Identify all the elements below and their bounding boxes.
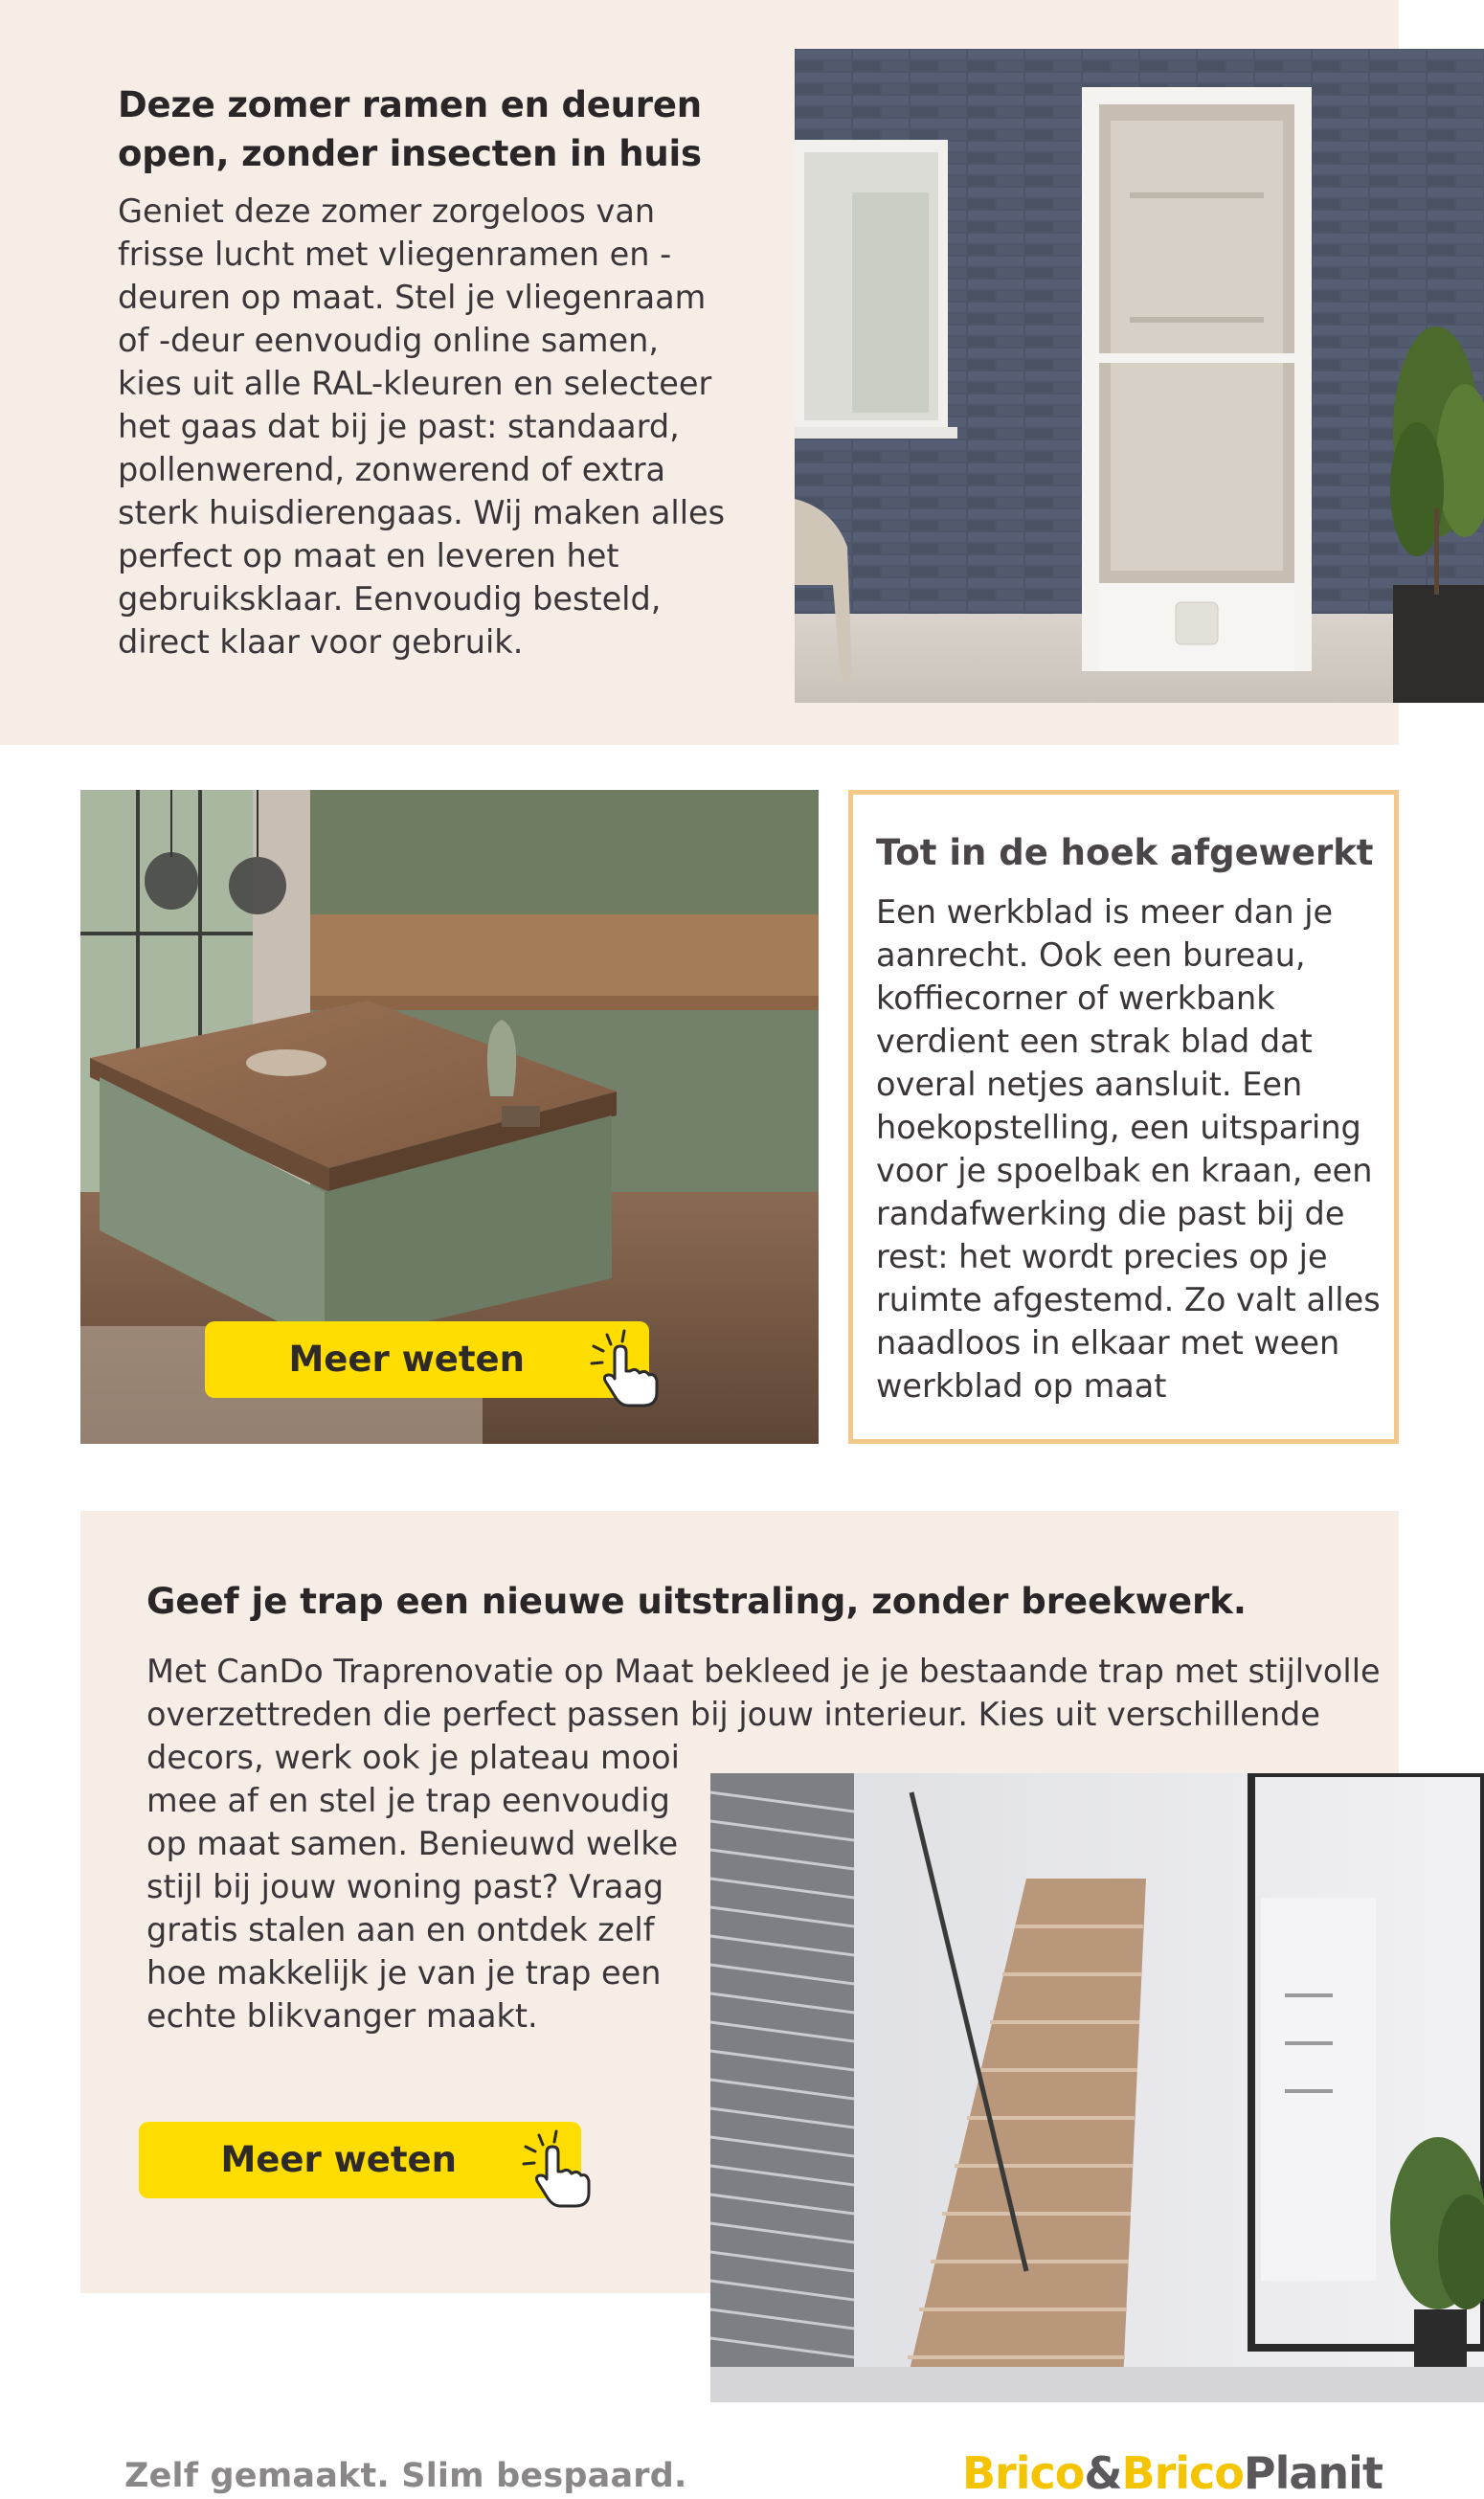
section-body-text: Een werkblad is meer dan je aanrecht. Ook een bureau, koffiecorner of werkbank verdient een strak blad dat overal netjes aansluit. Een hoekopstelling, een uitsparing voor je spoelbak en kraan, een randafwerking die past bij de rest: het wordt precies op je ruimte afgestemd. Zo valt alles naadloos in elkaar met ween werkblad op maat [876, 893, 1381, 1405]
button-label: Meer weten [288, 1339, 525, 1380]
click-hand-icon [586, 1325, 664, 1409]
section-title: Tot in de hoek afgewerkt [876, 832, 1374, 873]
section-body-text-continued: decors, werk ook je plateau mooi mee af en stel je trap eenvoudig op maat samen. Benieuwd welke stijl bij jouw woning past? Vraag gratis stalen aan en ontdek zelf hoe makkelijk je van je trap een echte blikvanger maakt. [146, 1739, 680, 2035]
insect-screen-door-photo [795, 49, 1484, 703]
stair-renovation-photo [710, 1773, 1484, 2402]
button-label: Meer weten [220, 2139, 457, 2180]
section-title: Deze zomer ramen en deuren open, zonder insecten in huis [118, 84, 702, 174]
meer-weten-button[interactable] [139, 2122, 581, 2198]
meer-weten-button[interactable] [205, 1321, 649, 1398]
brico-planit-logo [962, 2447, 1383, 2499]
logo-word-brico: Brico [962, 2447, 1085, 2499]
footer-tagline: Zelf gemaakt. Slim bespaard. [124, 2457, 687, 2495]
section-body-text: Met CanDo Traprenovatie op Maat bekleed je je bestaande trap met stijlvolle overzettreden die perfect passen bij jouw interieur. Kies uit verschillende [146, 1653, 1381, 1733]
click-hand-icon [518, 2126, 596, 2210]
section-body-text: Geniet deze zomer zorgeloos van frisse lucht met vliegenramen en -deuren op maat. Stel je vliegenraam of -deur eenvoudig online samen, kies uit alle RAL-kleuren en selecteer het gaas dat bij je past: standaard, pollenwerend, zonwerend of extra sterk huisdierengaas. Wij maken alles perfect op maat en leveren het gebruiksklaar. Eenvoudig besteld, direct klaar voor gebruik. [118, 192, 726, 661]
logo-ampersand: & [1084, 2447, 1122, 2499]
section-title: Geef je trap een nieuwe uitstraling, zonder breekwerk. [146, 1581, 1247, 1622]
logo-word-brico-2: Brico [1121, 2447, 1244, 2499]
logo-word-planit: Planit [1243, 2447, 1383, 2499]
